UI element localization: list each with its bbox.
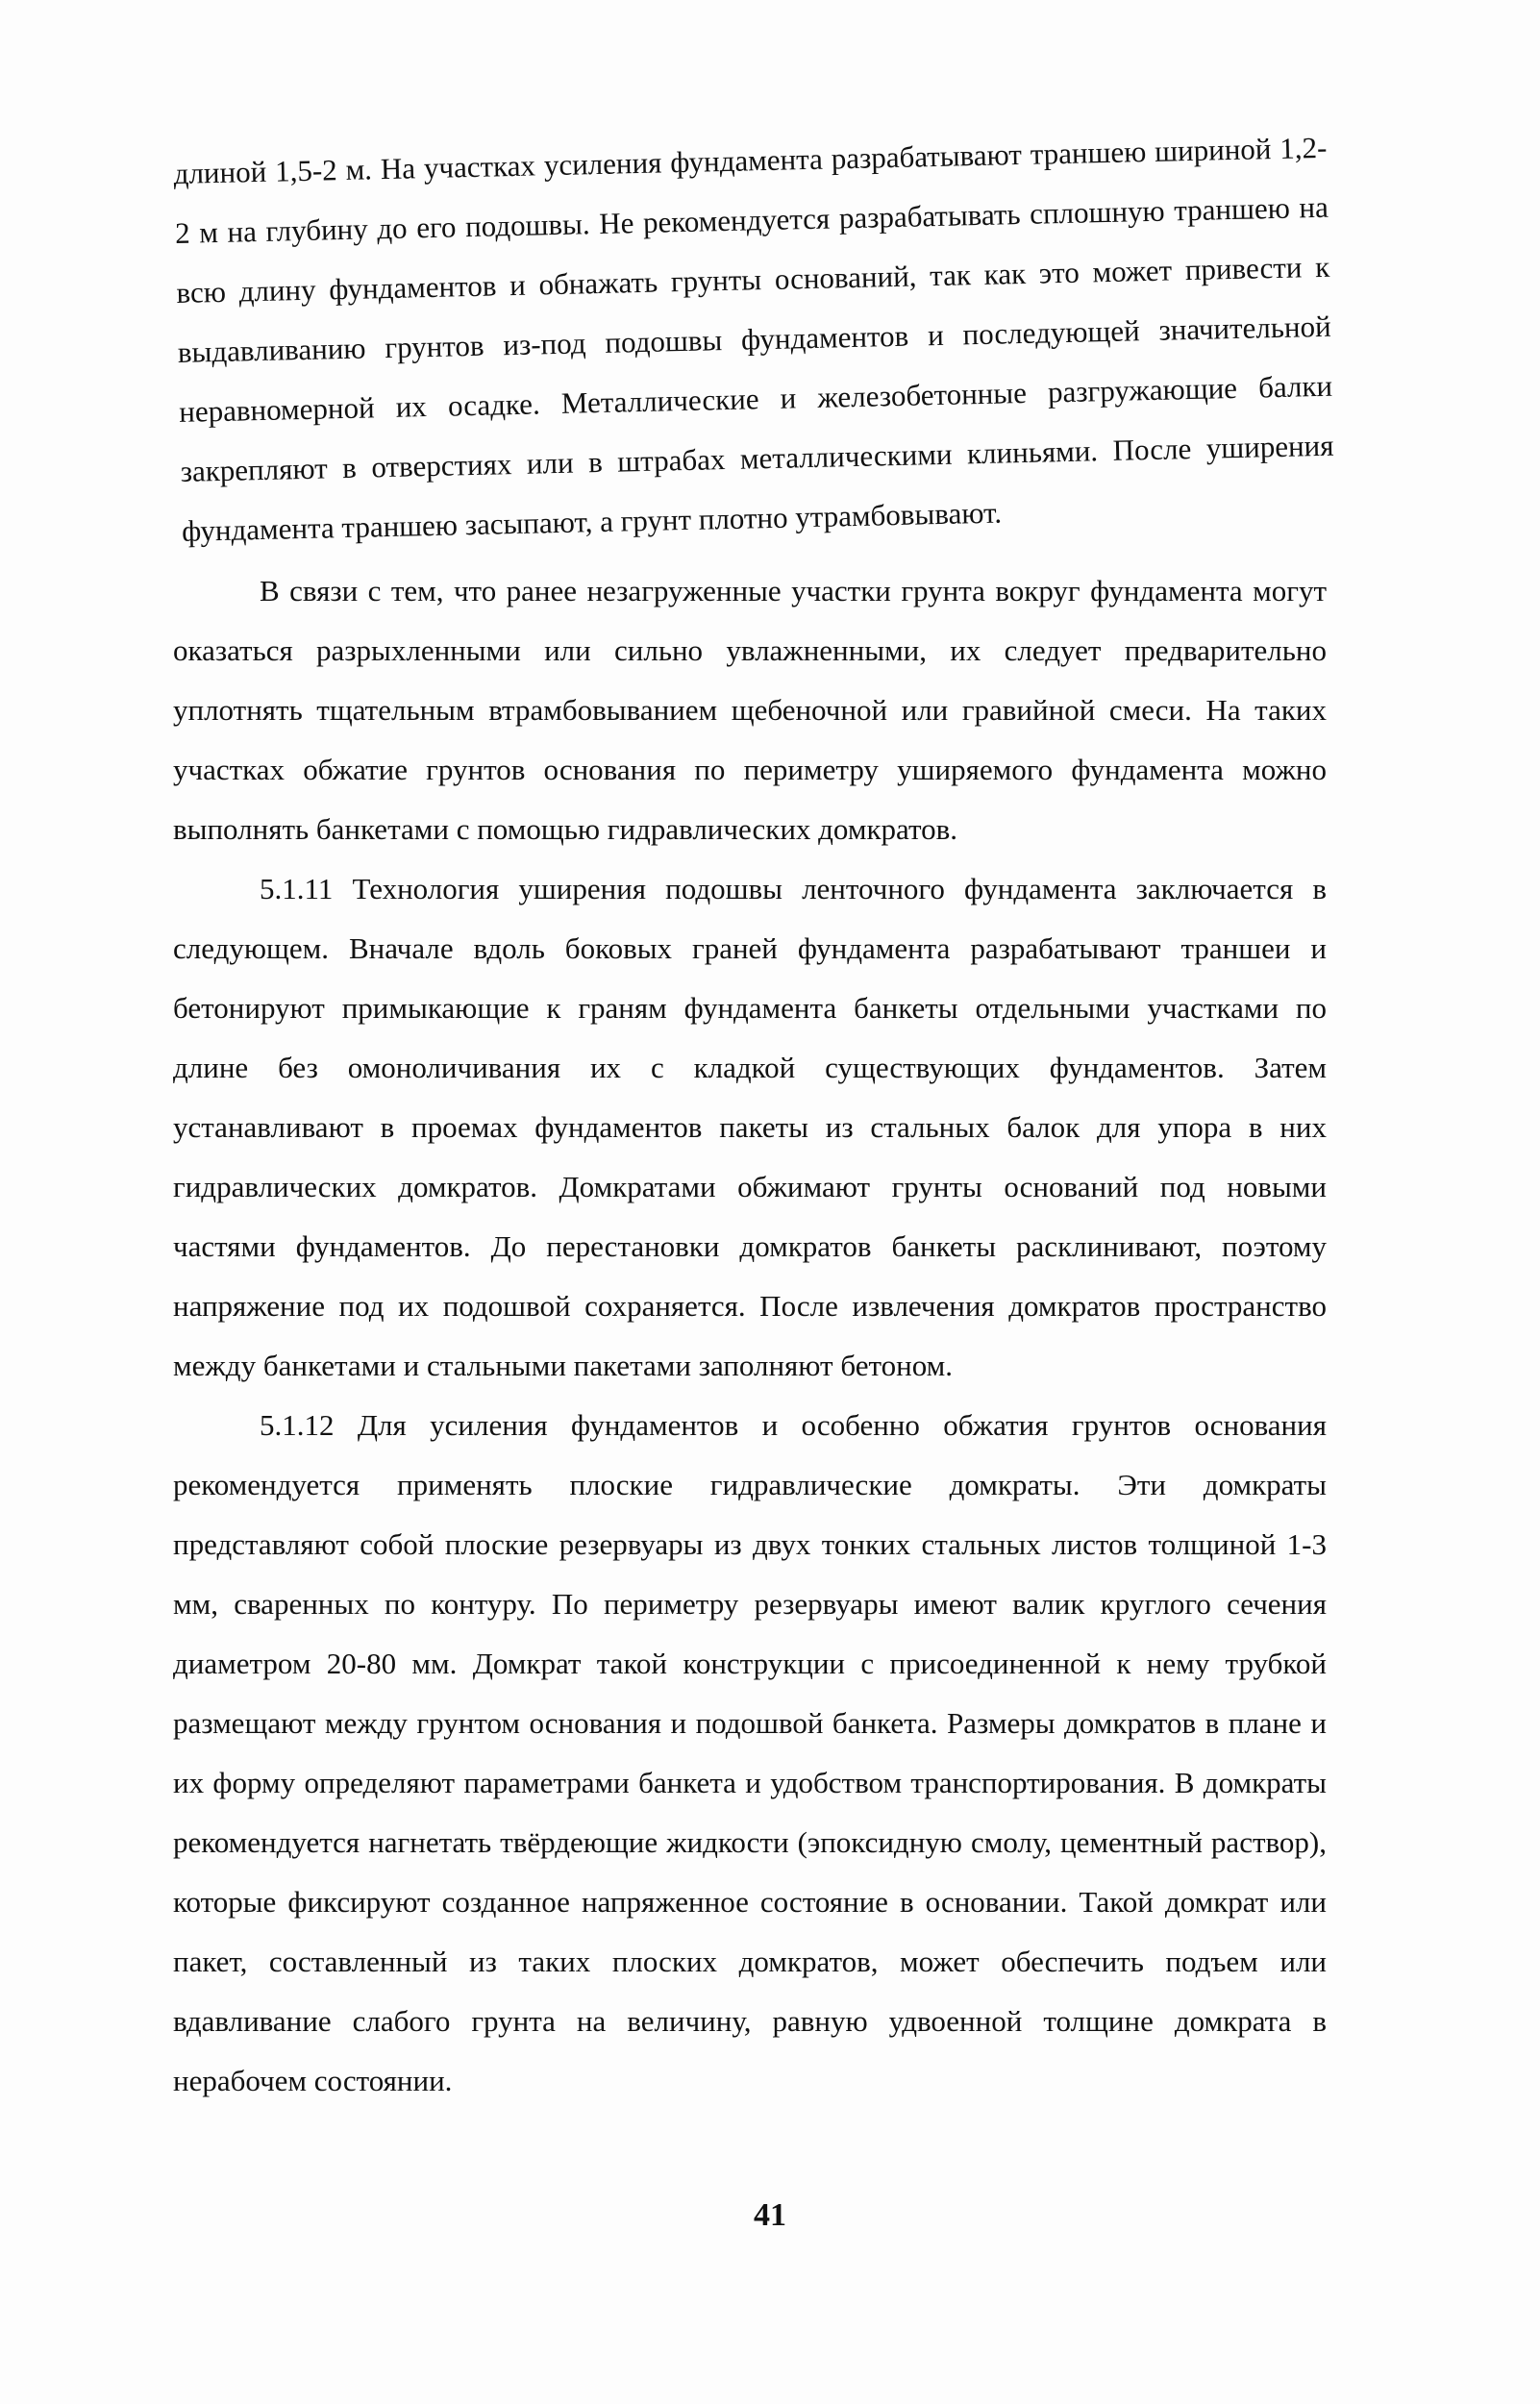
paragraph-4: 5.1.12 Для усиления фундаментов и особенно обжатия грунтов основания рекомендуется применять плоские гидравлические домкраты. Эти домкраты представляют собой плоские резервуары из двух тонких стальных листов толщиной 1-3 мм, сваренных по контуру. По периметру резервуары имеют валик круглого сечения диаметром 20-80 мм. Домкрат такой конструкции с присоединенной к нему трубкой размещают между грунтом основания и подошвой банкета. Размеры домкратов в плане и их форму определяют параметрами банкета и удобством транспортирования. В домкраты рекомендуется нагнетать твёрдеющие жидкости (эпоксидную смолу, цементный раствор), которые фиксируют созданное напряженное состояние в основании. Такой домкрат или пакет, составленный из таких плоских домкратов, может обеспечить подъем или вдавливание слабого грунта на величину, равную удвоенной толщине домкрата в нерабочем состоянии. [173, 1408, 1327, 2097]
page-number: 41 [754, 2197, 786, 2233]
body-text [173, 130, 1334, 2111]
paragraph-3: 5.1.11 Технология уширения подошвы ленточного фундамента заключается в следующем. Вначале вдоль боковых граней фундамента разрабатывают траншеи и бетонируют примыкающие к граням фундамента банкеты отдельными участками по длине без омоноличивания их с кладкой существующих фундаментов. Затем устанавливают в проемах фундаментов пакеты из стальных балок для упора в них гидравлических домкратов. Домкратами обжимают грунты оснований под новыми частями фундаментов. До перестановки домкратов банкеты расклинивают, поэтому напряжение под их подошвой сохраняется. После извлечения домкратов пространство между банкетами и стальными пакетами заполняют бетоном. [173, 872, 1327, 1382]
paragraph-2: В связи с тем, что ранее незагруженные участки грунта вокруг фундамента могут оказаться разрыхленными или сильно увлажненными, их следует предварительно уплотнять тщательным втрамбовыванием щебеночной или гравийной смеси. На таких участках обжатие грунтов основания по периметру уширяемого фундамента можно выполнять банкетами с помощью гидравлических домкратов. [173, 574, 1327, 846]
paragraph-1: длиной 1,5-2 м. На участках усиления фундамента разрабатывают траншею шириной 1,2-2 м на глубину до его подошвы. Не рекомендуется разрабатывать сплошную траншею на всю длину фундаментов и обнажать грунты оснований, так как это может привести к выдавливанию грунтов из-под подошвы фундаментов и последующей значительной неравномерной их осадке. Металлические и железобетонные разгружающие балки закрепляют в отверстиях или в штрабах металлическими клиньями. После уширения фундамента траншею засыпают, а грунт плотно утрамбовывают. [173, 130, 1334, 548]
